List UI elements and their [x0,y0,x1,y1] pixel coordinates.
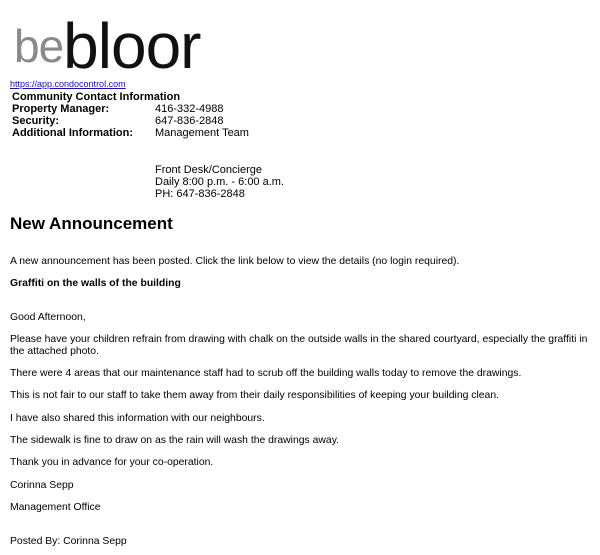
paragraph: I have also shared this information with our neighbours. [10,413,265,424]
community-contact-block [12,91,355,139]
bebloor-logo [14,10,201,82]
paragraph: Thank you in advance for your co-operation. [10,457,214,468]
paragraph: The sidewalk is fine to draw on as the rain will wash the drawings away. [10,435,339,446]
greeting: Good Afternoon, [10,312,86,323]
contact-row-property-manager [12,103,355,115]
extra-line: PH: 647-836-2848 [155,188,245,200]
intro-text: A new announcement has been posted. Click the link below to view the details (no login required). [10,256,460,267]
contact-value: 416-332-4988 [155,103,224,115]
contact-label: Additional Information: [12,127,133,139]
condocontrol-link[interactable]: https://app.condocontrol.com [10,79,126,89]
page-title: New Announcement [10,214,173,233]
paragraph: There were 4 areas that our maintenance staff had to scrub off the building walls today to remove the drawings. [10,368,522,379]
contact-value: 647-836-2848 [155,115,224,127]
paragraph: Please have your children refrain from drawing with chalk on the outside walls in the shared courtyard, especially the graffiti in the attached photo. [10,334,588,357]
posted-by: Posted By: Corinna Sepp [10,536,127,547]
extra-line: Daily 8:00 p.m. - 6:00 a.m. [155,176,284,188]
signature-name: Corinna Sepp [10,480,74,491]
contact-label: Property Manager: [12,103,110,115]
announcement-subject: Graffiti on the walls of the building [10,278,181,289]
contact-row-additional-info [12,127,355,139]
contact-extra-info [155,164,284,200]
contact-row-security [12,115,355,127]
logo-bloor-text: bloor [63,10,201,82]
paragraph: This is not fair to our staff to take them away from their daily responsibilities of keeping your building clean. [10,390,499,401]
logo-be-text: be [14,20,64,72]
contact-value: Management Team [155,127,249,139]
signature-office: Management Office [10,502,101,513]
extra-line: Front Desk/Concierge [155,164,262,176]
contact-title: Community Contact Information [12,91,181,103]
contact-label: Security: [12,115,60,127]
